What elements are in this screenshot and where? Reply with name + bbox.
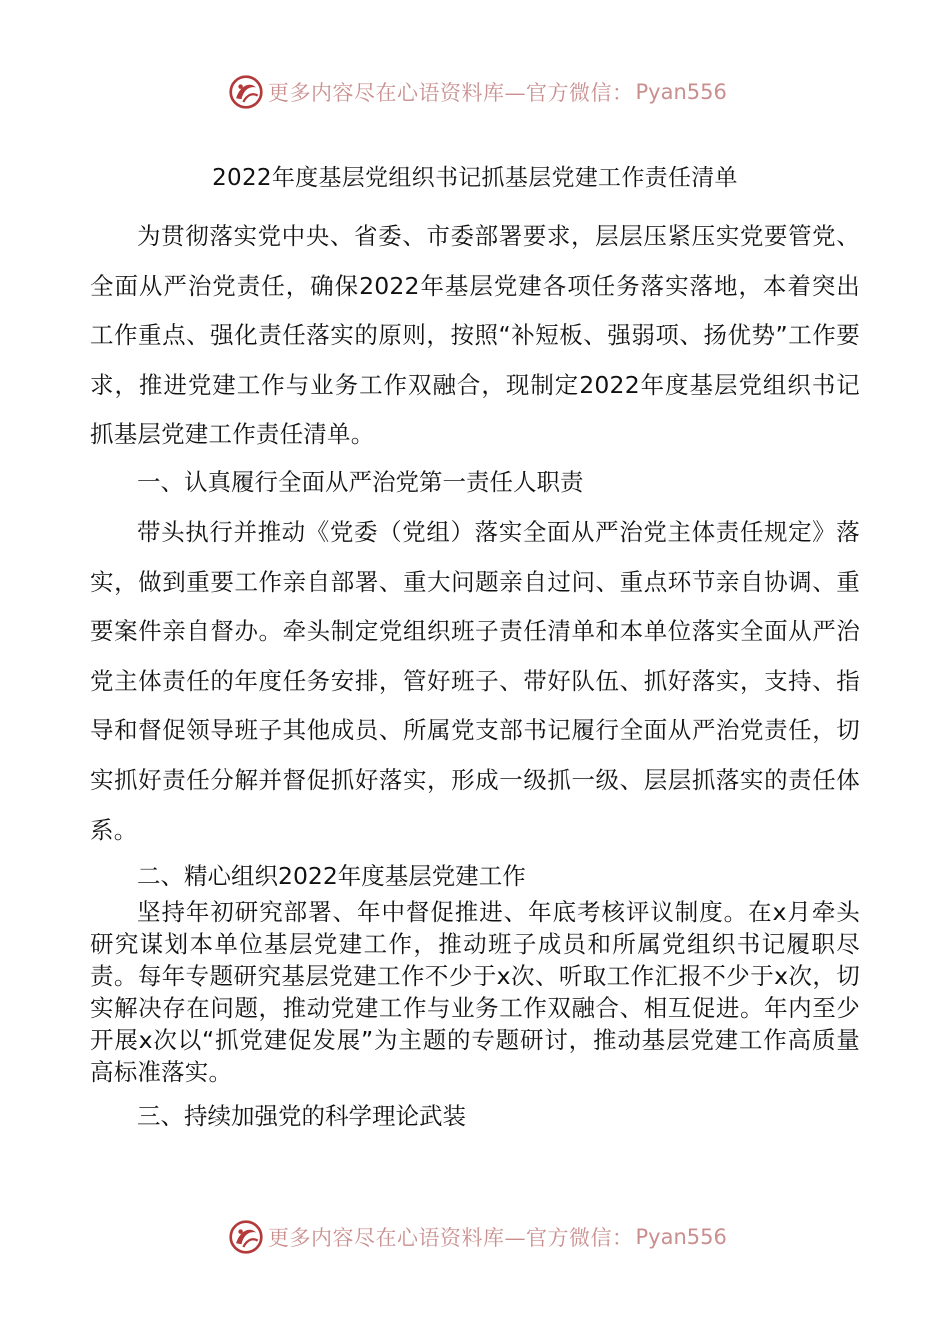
section-1-body: 带头执行并推动《党委（党组）落实全面从严治党主体责任规定》落实，做到重要工作亲自部署、重大问题亲自过问、重点环节亲自协调、重要案件亲自督办。牵头制定党组织班子责任清单和本单位落实全面从严治党主体责任的年度任务安排，管好班子、带好队伍、抓好落实，支持、指导和督促领导班子其他成员、所属党支部书记履行全面从严治党责任，切实抓好责任分解并督促抓好落实，形成一级抓一级、层层抓落实的责任体系。	[90, 518, 860, 844]
document-title: 2022年度基层党组织书记抓基层党建工作责任清单	[212, 165, 738, 191]
watermark-wechat-id: Pyan556	[635, 80, 727, 104]
watermark-banner-top	[228, 72, 727, 112]
swirl-logo-icon	[228, 74, 264, 110]
watermark-text: 更多内容尽在心语资料库—官方微信：	[268, 1226, 634, 1250]
intro-paragraph: 为贯彻落实党中央、省委、市委部署要求，层层压紧压实党要管党、全面从严治党责任，确保2022年基层党建各项任务落实落地，本着突出工作重点、强化责任落实的原则，按照“补短板、强弱项、扬优势”工作要求，推进党建工作与业务工作双融合，现制定2022年度基层党组织书记抓基层党建工作责任清单。	[90, 222, 860, 449]
swirl-logo-icon	[228, 1219, 264, 1255]
section-2-body: 坚持年初研究部署、年中督促推进、年底考核评议制度。在x月牵头研究谋划本单位基层党建工作，推动班子成员和所属党组织书记履职尽责。每年专题研究基层党建工作不少于x次、听取工作汇报不少于x次，切实解决存在问题，推动党建工作与业务工作双融合、相互促进。年内至少开展x次以“抓党建促发展”为主题的专题研讨，推动基层党建工作高质量高标准落实。	[90, 898, 861, 1086]
section-3-heading: 三、持续加强党的科学理论武装	[137, 1102, 466, 1130]
watermark-banner-bottom	[228, 1217, 727, 1257]
section-2-heading: 二、精心组织2022年度基层党建工作	[137, 862, 526, 890]
watermark-wechat-id: Pyan556	[635, 1225, 727, 1249]
section-1-heading: 一、认真履行全面从严治党第一责任人职责	[137, 468, 584, 496]
watermark-text: 更多内容尽在心语资料库—官方微信：	[268, 81, 634, 105]
